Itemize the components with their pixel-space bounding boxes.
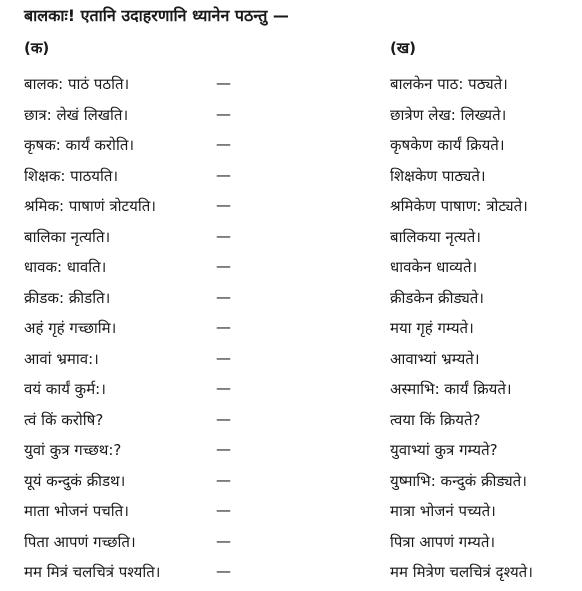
active-voice-sentence: युवां कुत्र गच्छथ:? xyxy=(24,441,122,459)
instruction-title: बालकाः! एतानि उदाहरणानि ध्यानेन पठन्तु — xyxy=(24,6,289,25)
active-voice-sentence: छात्र: लेखं लिखति। xyxy=(24,105,129,124)
separator-dash: — xyxy=(216,104,231,123)
passive-voice-sentence: मम मित्रेण चलचित्रं दृश्यते। xyxy=(390,563,533,581)
passive-voice-sentence: मात्रा भोजनं पच्यते। xyxy=(390,502,496,520)
active-voice-sentence: अहं गृहं गच्छामि। xyxy=(24,319,117,337)
passive-voice-sentence: धावकेन धाव्यते। xyxy=(390,258,478,276)
active-voice-sentence: वयं कार्यं कुर्म:। xyxy=(24,380,106,398)
separator-dash: — xyxy=(216,409,231,428)
example-rows xyxy=(0,72,582,591)
separator-dash: — xyxy=(216,379,231,397)
passive-voice-sentence: युवाभ्यां कुत्र गम्यते? xyxy=(390,441,498,459)
example-row xyxy=(0,469,582,500)
active-voice-sentence: आवां भ्रमाव:। xyxy=(24,349,99,368)
example-row xyxy=(0,72,582,103)
active-voice-sentence: माता भोजनं पचति। xyxy=(24,502,129,520)
active-voice-sentence: यूयं कन्दुकं क्रीडथ। xyxy=(24,471,126,490)
active-voice-sentence: पिता आपणं गच्छति। xyxy=(24,532,136,551)
passive-voice-sentence: पित्रा आपणं गम्यते। xyxy=(390,532,496,551)
separator-dash: — xyxy=(216,135,231,153)
separator-dash: — xyxy=(216,287,231,306)
active-voice-sentence: शिक्षक: पाठयति। xyxy=(24,166,119,185)
passive-voice-sentence: युष्माभि: कन्दुकं क्रीड्यते। xyxy=(390,471,527,490)
passive-voice-sentence: श्रमिकेण पाषाण: त्रोट्यते। xyxy=(390,197,528,215)
separator-dash: — xyxy=(216,440,231,458)
separator-dash: — xyxy=(216,470,231,489)
example-row xyxy=(0,377,582,408)
passive-voice-sentence: मया गृहं गम्यते। xyxy=(390,319,474,337)
active-voice-sentence: त्वं किं करोषि? xyxy=(24,410,104,429)
active-voice-sentence: कृषक: कार्यं करोति। xyxy=(24,136,135,154)
example-row xyxy=(0,194,582,225)
example-row xyxy=(0,133,582,164)
passive-voice-sentence: त्वया किं क्रियते? xyxy=(390,410,481,429)
separator-dash: — xyxy=(216,226,231,245)
example-row xyxy=(0,316,582,347)
separator-dash: — xyxy=(216,196,231,214)
active-voice-sentence: बालक: पाठं पठति। xyxy=(24,75,130,93)
separator-dash: — xyxy=(216,257,231,275)
example-row xyxy=(0,499,582,530)
example-row xyxy=(0,347,582,378)
example-row xyxy=(0,225,582,256)
example-row xyxy=(0,286,582,317)
example-row xyxy=(0,438,582,469)
passive-voice-sentence: शिक्षकेण पाठ्यते। xyxy=(390,166,486,185)
example-row xyxy=(0,530,582,561)
separator-dash: — xyxy=(216,74,231,92)
separator-dash: — xyxy=(216,165,231,184)
example-row xyxy=(0,255,582,286)
passive-voice-sentence: छात्रेण लेख: लिख्यते। xyxy=(390,105,507,124)
passive-voice-sentence: कृषकेण कार्यं क्रियते। xyxy=(390,136,505,154)
passive-voice-sentence: बालिकया नृत्यते। xyxy=(390,227,481,246)
separator-dash: — xyxy=(216,348,231,367)
passive-voice-sentence: क्रीडकेन क्रीड्यते। xyxy=(390,288,484,307)
active-voice-sentence: धावक: धावति। xyxy=(24,258,107,276)
separator-dash: — xyxy=(216,318,231,336)
example-row xyxy=(0,103,582,134)
passive-voice-sentence: अस्माभि: कार्यं क्रियते। xyxy=(390,380,512,398)
separator-dash: — xyxy=(216,501,231,519)
passive-voice-sentence: बालकेन पाठ: पठ्यते। xyxy=(390,75,508,93)
column-heading-ka: (क) xyxy=(24,39,50,57)
column-heading-kha: (ख) xyxy=(390,39,416,57)
active-voice-sentence: क्रीडक: क्रीडति। xyxy=(24,288,111,307)
passive-voice-sentence: आवाभ्यां भ्रम्यते। xyxy=(390,349,480,368)
separator-dash: — xyxy=(216,562,231,580)
example-row xyxy=(0,164,582,195)
example-row xyxy=(0,408,582,439)
separator-dash: — xyxy=(216,531,231,550)
active-voice-sentence: बालिका नृत्यति। xyxy=(24,227,111,246)
active-voice-sentence: श्रमिक: पाषाणं त्रोटयति। xyxy=(24,197,156,215)
example-row xyxy=(0,560,582,591)
active-voice-sentence: मम मित्रं चलचित्रं पश्यति। xyxy=(24,563,161,581)
